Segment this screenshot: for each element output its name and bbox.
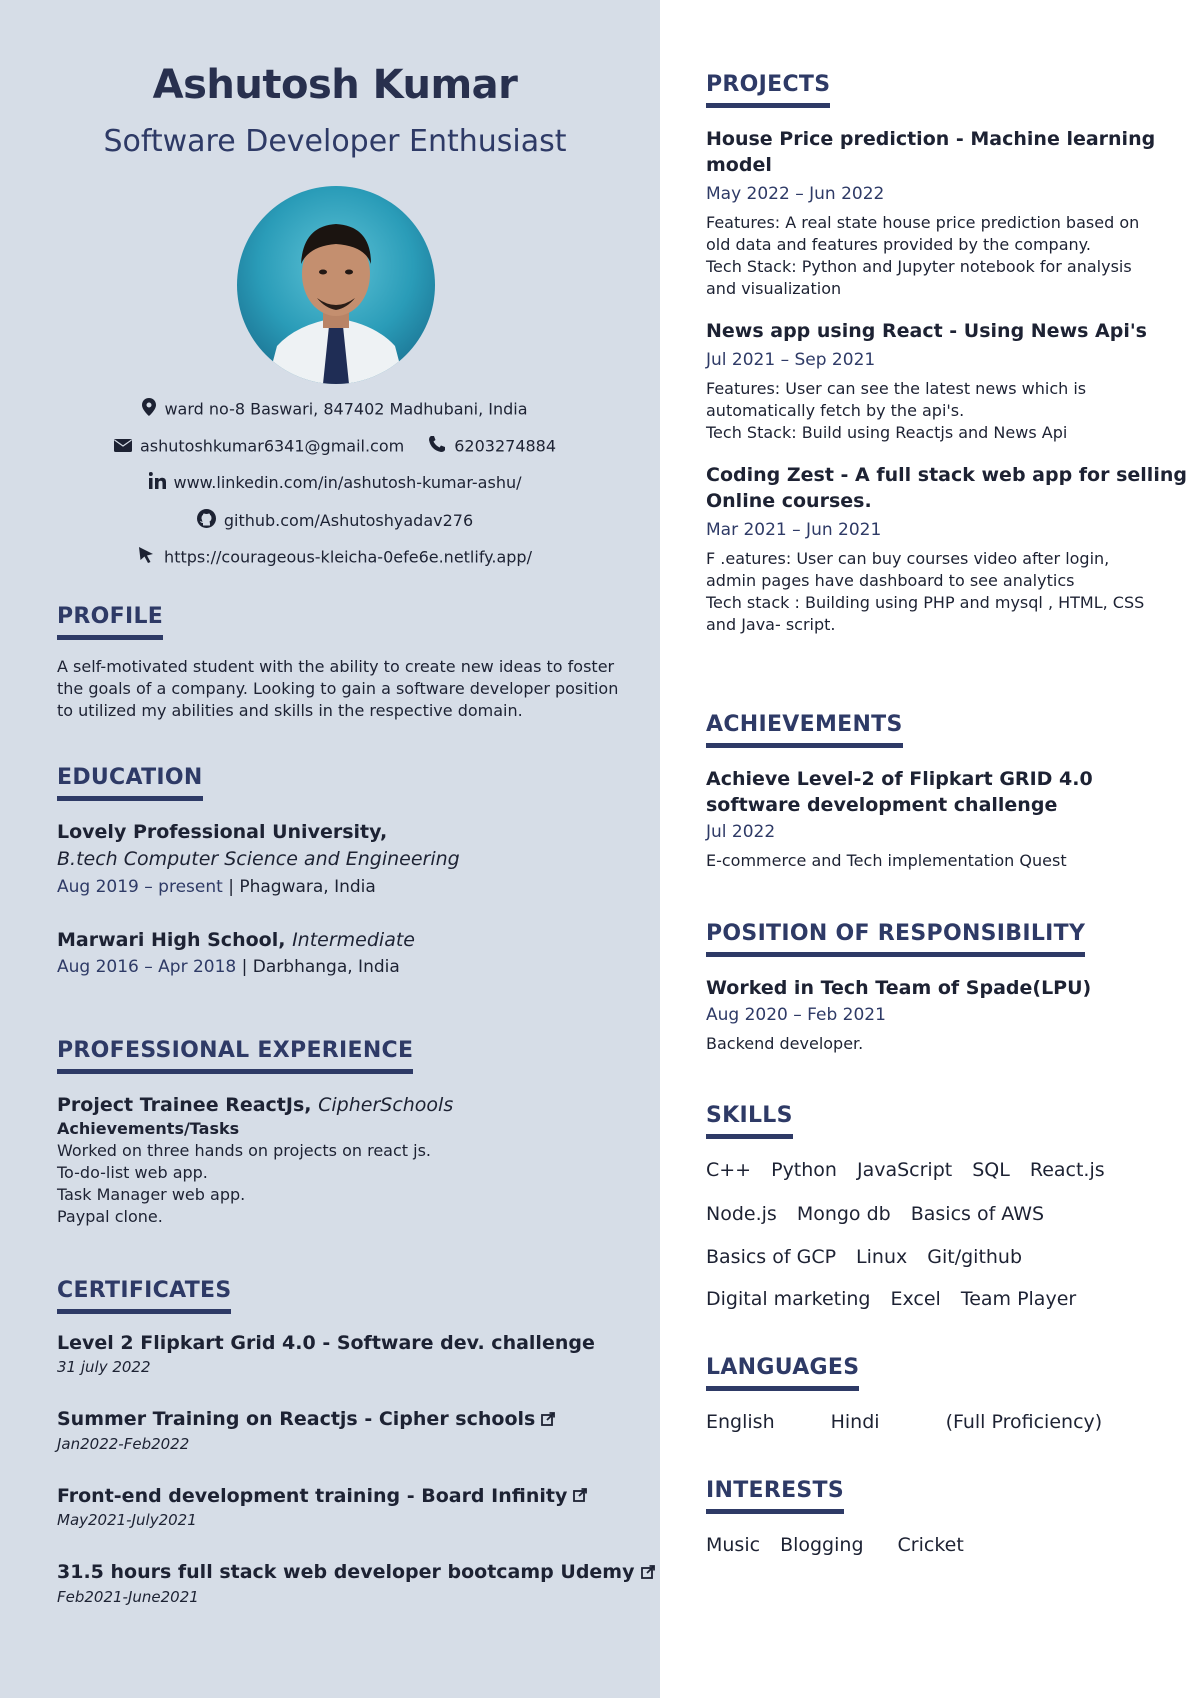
language-proficiency: (Full Proficiency) (945, 1411, 1103, 1433)
certificate-title-row (57, 1483, 655, 1510)
achievement-desc: E-commerce and Tech implementation Quest (706, 851, 1067, 870)
linkedin-link[interactable]: www.linkedin.com/in/ashutosh-kumar-ashu/ (173, 473, 522, 492)
website-link[interactable]: https://courageous-kleicha-0efe6e.netlify.app/ (164, 547, 532, 567)
certificate-date: Jan2022-Feb2022 (57, 1434, 190, 1453)
project-title-line: model (706, 154, 772, 176)
certificate-name: Level 2 Flipkart Grid 4.0 - Software dev. challenge (57, 1332, 595, 1354)
responsibility-section (706, 921, 1091, 1055)
achievements-heading: ACHIEVEMENTS (706, 712, 903, 748)
responsibility-date: Aug 2020 – Feb 2021 (706, 1005, 886, 1025)
responsibility-desc: Backend developer. (706, 1034, 864, 1053)
degree-name: B.tech Computer Science and Engineering (57, 848, 460, 870)
interest-item: Blogging (780, 1534, 864, 1556)
profile-heading: PROFILE (57, 604, 163, 640)
email-icon (114, 437, 132, 456)
project-title-line: News app using React - Using News Api's (706, 320, 1147, 342)
github-link[interactable]: github.com/Ashutoshyadav276 (223, 511, 474, 530)
experience-entry (57, 1092, 453, 1228)
languages-section (706, 1355, 1122, 1433)
profile-section (57, 604, 627, 722)
skills-section (706, 1103, 1125, 1310)
contact-linkedin-row (0, 472, 670, 493)
responsibility-role: Worked in Tech Team of Spade(LPU) (706, 977, 1092, 999)
degree-name: Intermediate (292, 929, 415, 951)
project-desc-line: automatically fetch by the api's. (706, 401, 965, 420)
linkedin-icon (149, 472, 166, 493)
school-name: Marwari High School, (57, 929, 286, 951)
contact-website-row (0, 546, 670, 568)
certificate-date: May2021-July2021 (57, 1511, 197, 1529)
interest-item: Cricket (897, 1534, 964, 1556)
project-desc-line: admin pages have dashboard to see analytics (706, 571, 1075, 590)
experience-heading: PROFESSIONAL EXPERIENCE (57, 1038, 413, 1074)
experience-company: CipherSchools (318, 1094, 454, 1116)
skill-item: Linux (856, 1246, 908, 1268)
profile-photo (237, 186, 435, 384)
certificate-item (57, 1406, 655, 1455)
project-item (706, 318, 1187, 444)
candidate-tagline: Software Developer Enthusiast (103, 124, 567, 159)
profile-line: to utilized my abilities and skills in the respective domain. (57, 701, 523, 720)
responsibility-heading: POSITION OF RESPONSIBILITY (706, 921, 1085, 957)
achievement-date: Jul 2022 (706, 822, 776, 842)
external-link-icon[interactable] (641, 1560, 655, 1586)
external-link-icon[interactable] (541, 1407, 555, 1433)
education-section (57, 765, 460, 981)
task-item: Worked on three hands on projects on react js. (57, 1141, 432, 1160)
interests-heading: INTERESTS (706, 1478, 844, 1514)
skill-item: C++ (706, 1159, 752, 1181)
task-item: Paypal clone. (57, 1207, 163, 1226)
achievement-title-line: Achieve Level-2 of Flipkart GRID 4.0 (706, 768, 1093, 790)
skill-item: Team Player (960, 1288, 1077, 1310)
contact-email-phone-row (0, 435, 670, 457)
language-item: Hindi (830, 1411, 880, 1433)
responsibility-item (706, 975, 1091, 1055)
certificates-heading: CERTIFICATES (57, 1278, 231, 1314)
experience-role-line (57, 1092, 453, 1118)
project-title-line: Coding Zest - A full stack web app for selling (706, 464, 1187, 486)
tasks-heading: Achievements/Tasks (57, 1119, 240, 1138)
certificate-item (57, 1483, 655, 1532)
education-location: | Phagwara, India (228, 877, 376, 897)
education-date-row (57, 953, 460, 981)
achievement-title-line: software development challenge (706, 794, 1058, 816)
certificate-name: Front-end development training - Board Infinity (57, 1484, 568, 1507)
achievements-section (706, 712, 1093, 872)
project-desc-line: Features: A real state house price prediction based on (706, 213, 1140, 232)
location-icon (142, 398, 156, 420)
main-column (660, 0, 1200, 1698)
skill-item: React.js (1029, 1159, 1105, 1181)
address-text: ward no-8 Baswari, 847402 Madhubani, India (164, 399, 528, 419)
project-desc-line: and Java- script. (706, 615, 836, 634)
phone-link[interactable]: 6203274884 (454, 436, 557, 456)
skill-item: Basics of GCP (706, 1246, 837, 1268)
language-item: English (706, 1411, 775, 1433)
skills-row (706, 1159, 1125, 1181)
school-line (57, 927, 460, 953)
task-item: To-do-list web app. (57, 1163, 208, 1182)
interest-item: Music (706, 1534, 761, 1556)
skill-item: Basics of AWS (910, 1203, 1045, 1225)
skill-item: Digital marketing (706, 1288, 871, 1310)
education-entry (57, 819, 460, 901)
education-date: Aug 2019 – present (57, 877, 223, 897)
certificate-title-row (57, 1559, 655, 1586)
candidate-name: Ashutosh Kumar (152, 62, 518, 108)
project-desc-line: and visualization (706, 279, 842, 298)
languages-heading: LANGUAGES (706, 1355, 859, 1391)
project-desc (706, 212, 1187, 300)
project-desc-line: Tech stack : Building using PHP and mysql , HTML, CSS (706, 593, 1145, 612)
skill-item: Node.js (706, 1203, 777, 1225)
projects-section (706, 72, 1187, 636)
certificate-date: Feb2021-June2021 (57, 1587, 199, 1606)
contact-github-row (0, 509, 670, 532)
skills-row (706, 1203, 1125, 1225)
interests-list (706, 1534, 984, 1556)
education-entry (57, 927, 460, 981)
certificate-item (57, 1330, 655, 1378)
external-link-icon[interactable] (573, 1483, 587, 1509)
languages-list (706, 1411, 1122, 1433)
project-item (706, 126, 1187, 300)
certificate-date: 31 july 2022 (57, 1358, 151, 1376)
certificate-name: 31.5 hours full stack web developer bootcamp Udemy (57, 1561, 635, 1583)
skills-list (706, 1159, 1125, 1310)
skill-item: Git/github (927, 1246, 1023, 1268)
certificate-title-row (57, 1406, 655, 1433)
achievement-item (706, 766, 1093, 872)
school-name: Lovely Professional University, (57, 821, 388, 843)
projects-heading: PROJECTS (706, 72, 830, 108)
experience-section (57, 1038, 453, 1228)
project-desc (706, 378, 1187, 444)
project-desc-line: F .eatures: User can buy courses video after login, (706, 549, 1110, 568)
github-icon (197, 509, 216, 532)
experience-role: Project Trainee ReactJs, (57, 1094, 312, 1116)
skill-item: Python (771, 1159, 837, 1181)
skills-row (706, 1246, 1125, 1268)
project-date: Mar 2021 – Jun 2021 (706, 520, 882, 540)
skills-heading: SKILLS (706, 1103, 793, 1139)
certificate-name: Summer Training on Reactjs - Cipher schools (57, 1408, 536, 1430)
project-desc-line: old data and features provided by the company. (706, 235, 1091, 254)
skill-item: SQL (972, 1159, 1010, 1181)
email-link[interactable]: ashutoshkumar6341@gmail.com (139, 436, 405, 456)
cursor-icon (138, 546, 156, 568)
skill-item: Excel (890, 1288, 941, 1310)
education-date-row (57, 873, 460, 901)
education-heading: EDUCATION (57, 765, 203, 801)
project-item (706, 462, 1187, 636)
profile-text (57, 656, 627, 722)
project-date: Jul 2021 – Sep 2021 (706, 350, 876, 370)
project-date: May 2022 – Jun 2022 (706, 184, 885, 204)
profile-line: A self-motivated student with the ability to create new ideas to foster (57, 657, 615, 676)
education-location: | Darbhanga, India (241, 957, 400, 977)
profile-line: the goals of a company. Looking to gain a software developer position (57, 679, 619, 698)
skill-item: JavaScript (856, 1159, 953, 1181)
skill-item: Mongo db (796, 1203, 891, 1225)
project-title-line: Online courses. (706, 490, 872, 512)
education-date: Aug 2016 – Apr 2018 (57, 957, 237, 977)
project-title-line: House Price prediction - Machine learning (706, 128, 1156, 150)
project-desc-line: Tech Stack: Python and Jupyter notebook for analysis (706, 257, 1132, 276)
project-desc-line: Tech Stack: Build using Reactjs and News Api (706, 423, 1068, 442)
project-desc-line: Features: User can see the latest news which is (706, 379, 1087, 398)
task-item: Task Manager web app. (57, 1185, 246, 1204)
certificate-item (57, 1559, 655, 1608)
certificates-section (57, 1278, 655, 1608)
interests-section (706, 1478, 984, 1556)
phone-icon (428, 435, 446, 457)
project-desc (706, 548, 1187, 636)
skills-row (706, 1288, 1125, 1310)
contact-address-row (0, 398, 670, 420)
